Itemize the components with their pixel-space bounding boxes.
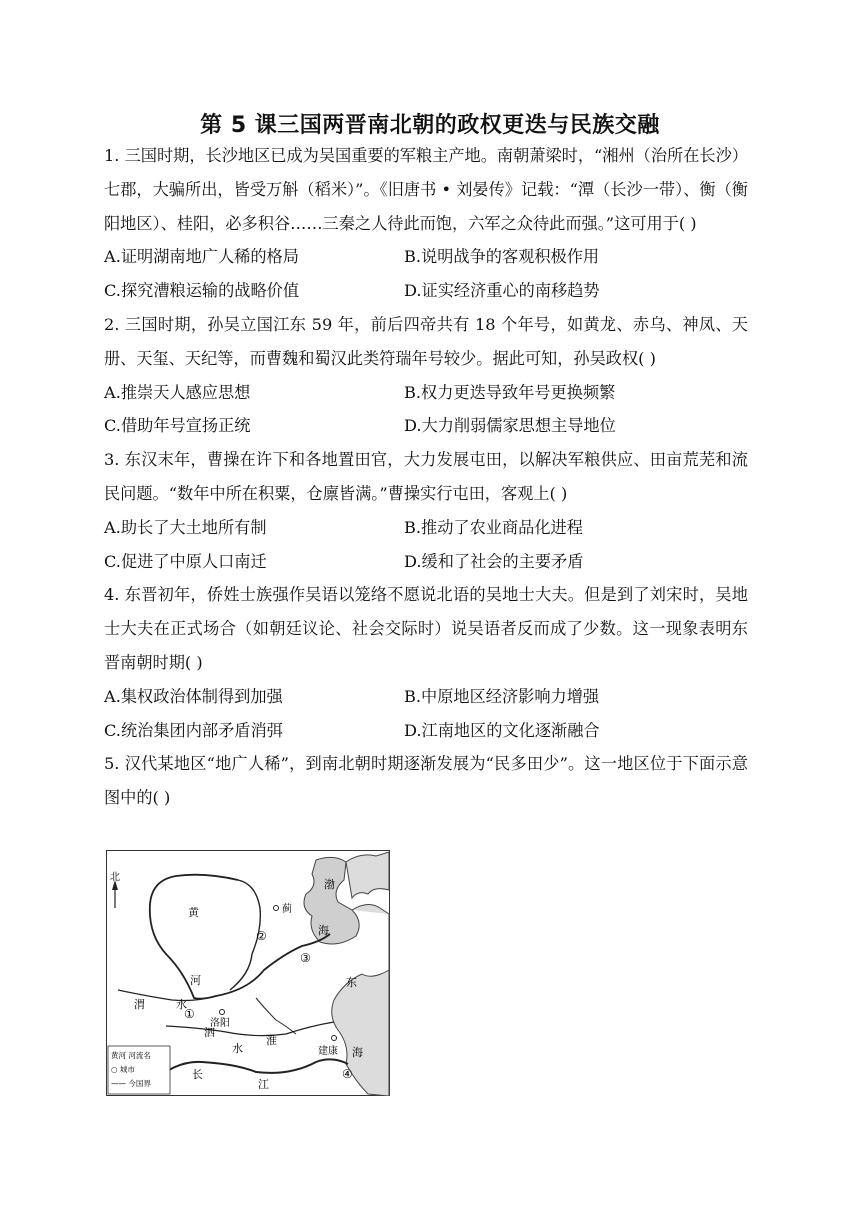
- label-huang: 黄: [188, 906, 199, 919]
- option-d[interactable]: D.江南地区的文化逐渐融合: [404, 720, 600, 740]
- question-stem: 5. 汉代某地区“地广人稀”，到南北朝时期逐渐发展为“民多田少”。这一地区位于下面示意图中的( ): [104, 754, 748, 808]
- label-huai: 淮: [266, 1034, 277, 1047]
- option-a[interactable]: A.集权政治体制得到加强: [104, 686, 283, 706]
- option-d[interactable]: D.缓和了社会的主要矛盾: [404, 551, 584, 571]
- label-wei: 渭: [134, 998, 145, 1011]
- legend-city: ○ 城市: [111, 1065, 135, 1074]
- label-jiankang: 建康: [318, 1046, 338, 1057]
- question-5: [104, 747, 748, 815]
- legend-river: 黄河 河流名: [111, 1051, 151, 1060]
- label-chang: 长: [192, 1068, 203, 1081]
- option-c[interactable]: C.促进了中原人口南迁: [104, 551, 267, 571]
- option-b[interactable]: B.权力更迭导致年号更换频繁: [404, 382, 616, 402]
- option-c[interactable]: C.统治集团内部矛盾消弭: [104, 720, 283, 740]
- historical-map: [106, 850, 390, 1096]
- question-3: [104, 443, 748, 578]
- option-c[interactable]: C.借助年号宣扬正统: [104, 416, 251, 436]
- label-wei-shui: 水: [176, 998, 187, 1011]
- option-d[interactable]: D.证实经济重心的南移趋势: [404, 281, 600, 301]
- option-list: [104, 511, 748, 579]
- option-b[interactable]: B.中原地区经济影响力增强: [404, 686, 600, 706]
- marker-1: ①: [184, 1007, 195, 1021]
- question-list: [104, 139, 748, 815]
- label-huai-shui: 水: [232, 1042, 243, 1055]
- label-dong: 东: [346, 976, 357, 989]
- option-a[interactable]: A.证明湖南地广人稀的格局: [104, 247, 299, 267]
- option-b[interactable]: B.推动了农业商品化进程: [404, 517, 583, 537]
- option-list: [104, 680, 748, 748]
- question-stem: 3. 东汉末年，曹操在许下和各地置田官，大力发展屯田，以解决军粮供应、田亩荒芜和流民问题。“数年中所在积粟，仓廪皆满。”曹操实行屯田，客观上( ): [104, 450, 748, 503]
- legend-border: —— 今国界: [111, 1079, 151, 1088]
- question-1: [104, 139, 748, 308]
- label-he: 河: [190, 974, 201, 987]
- label-ji: 蓟: [282, 904, 292, 915]
- label-hai-1: 海: [318, 924, 329, 937]
- north-label: 北: [110, 872, 120, 883]
- label-bo: 渤: [324, 878, 335, 891]
- option-d[interactable]: D.大力削弱儒家思想主导地位: [404, 416, 616, 436]
- marker-4: ④: [342, 1067, 353, 1081]
- option-c[interactable]: C.探究漕粮运输的战略价值: [104, 281, 300, 301]
- page-title: 第 5 课三国两晋南北朝的政权更迭与民族交融: [200, 113, 660, 138]
- question-2: [104, 308, 748, 443]
- label-si: 泗: [204, 1026, 215, 1039]
- marker-2: ②: [256, 929, 267, 943]
- option-a[interactable]: A.推崇天人感应思想: [104, 382, 251, 402]
- option-list: [104, 240, 748, 308]
- label-luoyang: 洛阳: [210, 1018, 230, 1029]
- option-a[interactable]: A.助长了大土地所有制: [104, 517, 267, 537]
- option-list: [104, 376, 748, 444]
- question-stem: 4. 东晋初年，侨姓士族强作吴语以笼络不愿说北语的吴地士大夫。但是到了刘宋时，吴地士大夫在正式场合（如朝廷议论、社会交际时）说吴语者反而成了少数。这一现象表明东晋南朝时期( ): [104, 585, 748, 672]
- label-hai-2: 海: [352, 1046, 363, 1059]
- option-b[interactable]: B.说明战争的客观积极作用: [404, 247, 600, 267]
- marker-3: ③: [300, 951, 311, 965]
- question-4: [104, 578, 748, 747]
- question-stem: 1. 三国时期，长沙地区已成为吴国重要的军粮主产地。南朝萧梁时，“湘州（治所在长沙）七郡，大骗所出，皆受万斛（稻米）”。《旧唐书 • 刘晏传》记载：“潭（长沙一带）、衡（衡阳地区）、桂阳，必多积谷……三秦之人待此而饱，六军之众待此而强。”这可用于( ): [104, 146, 748, 233]
- question-stem: 2. 三国时期，孙吴立国江东 59 年，前后四帝共有 18 个年号，如黄龙、赤乌、神凤、天册、天玺、天纪等，而曹魏和蜀汉此类符瑞年号较少。据此可知，孙吴政权( ): [104, 314, 748, 368]
- label-jiang: 江: [258, 1078, 269, 1091]
